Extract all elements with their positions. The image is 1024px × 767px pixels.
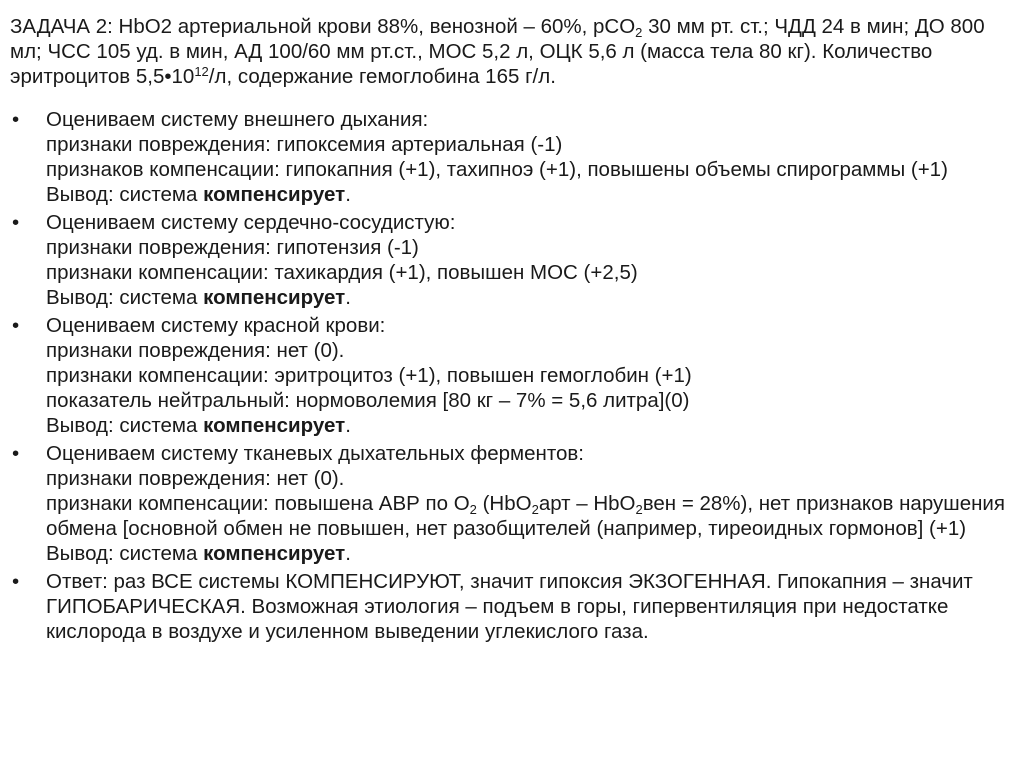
damage-signs: признаки повреждения: нет (0).	[46, 339, 345, 362]
bullet-tissue-enzymes	[10, 441, 1014, 566]
task-superscript: 12	[194, 64, 209, 79]
task-text-2: 30 мм рт. ст.; ЧДД 24 в мин; ДО 800 мл; ЧСС 105 уд. в мин, АД 100/60 мм рт.ст., МОС 5,2 л, ОЦК 5,6 л (масса тела 80 кг). Количество эритроцитов 5,5•10	[10, 15, 985, 88]
conclusion-bold: компенсирует	[203, 542, 346, 565]
conclusion-suffix: .	[345, 286, 351, 309]
bullet-heading: • Оцениваем систему сердечно-сосудистую:	[46, 211, 456, 234]
bullet-external-respiration	[10, 107, 1014, 207]
bullet-heading: • Оцениваем систему тканевых дыхательных ферментов:	[46, 442, 584, 465]
subscript: 2	[635, 502, 643, 517]
task-statement	[10, 14, 1014, 89]
damage-signs: признаки повреждения: гипотензия (-1)	[46, 236, 419, 259]
conclusion-prefix: Вывод: система	[46, 183, 204, 206]
comp-text-a: признаки компенсации: повышена АВР по О	[46, 492, 470, 515]
comp-text-b: (HbO	[476, 492, 532, 515]
damage-signs: признаки повреждения: гипоксемия артериальная (-1)	[46, 133, 563, 156]
compensation-signs: признаки компенсации: эритроцитоз (+1), повышен гемоглобин (+1)	[46, 364, 692, 387]
conclusion	[46, 541, 1014, 566]
conclusion	[46, 285, 1014, 310]
evaluation-list	[10, 107, 1014, 644]
conclusion-suffix: .	[345, 542, 351, 565]
task-text-3: /л, содержание гемоглобина 165 г/л.	[208, 65, 556, 88]
neutral-indicator: показатель нейтральный: нормоволемия [80 кг – 7% = 5,6 литра](0)	[46, 389, 690, 412]
bullet-answer	[10, 569, 1014, 644]
conclusion-prefix: Вывод: система	[46, 286, 204, 309]
subscript: 2	[469, 502, 477, 517]
conclusion-bold: компенсирует	[203, 286, 346, 309]
conclusion-prefix: Вывод: система	[46, 414, 204, 437]
comp-text-c: арт – HbO	[538, 492, 636, 515]
compensation-signs	[46, 491, 1014, 541]
subscript: 2	[531, 502, 539, 517]
conclusion-prefix: Вывод: система	[46, 542, 204, 565]
comp-text-d: вен = 28%), нет признаков нарушения обмена [основной обмен не повышен, нет разобщителей (например, тиреоидных гормонов] (+1)	[46, 492, 1005, 540]
conclusion-bold: компенсирует	[203, 414, 346, 437]
compensation-signs: признаки компенсации: тахикардия (+1), повышен МОС (+2,5)	[46, 261, 638, 284]
task-subscript: 2	[635, 25, 643, 40]
bullet-red-blood	[10, 313, 1014, 438]
bullet-heading: • Оцениваем систему красной крови:	[46, 314, 386, 337]
task-text-1: ЗАДАЧА 2: HbO2 артериальной крови 88%, венозной – 60%, pCO	[10, 15, 636, 38]
conclusion	[46, 182, 1014, 207]
bullet-cardiovascular	[10, 210, 1014, 310]
compensation-signs: признаков компенсации: гипокапния (+1), тахипноэ (+1), повышены объемы спирограммы (+1)	[46, 158, 948, 181]
conclusion-suffix: .	[345, 414, 351, 437]
conclusion-suffix: .	[345, 183, 351, 206]
bullet-heading: • Оцениваем систему внешнего дыхания:	[46, 108, 429, 131]
conclusion	[46, 413, 1014, 438]
damage-signs: признаки повреждения: нет (0).	[46, 467, 345, 490]
conclusion-bold: компенсирует	[203, 183, 346, 206]
answer-text: • Ответ: раз ВСЕ системы КОМПЕНСИРУЮТ, значит гипоксия ЭКЗОГЕННАЯ. Гипокапния – значит ГИПОБАРИЧЕСКАЯ. Возможная этиология – подъем в горы, гипервентиляция при недостатке кислорода в воздухе и усиленном выведении углекислого газа.	[46, 570, 973, 643]
